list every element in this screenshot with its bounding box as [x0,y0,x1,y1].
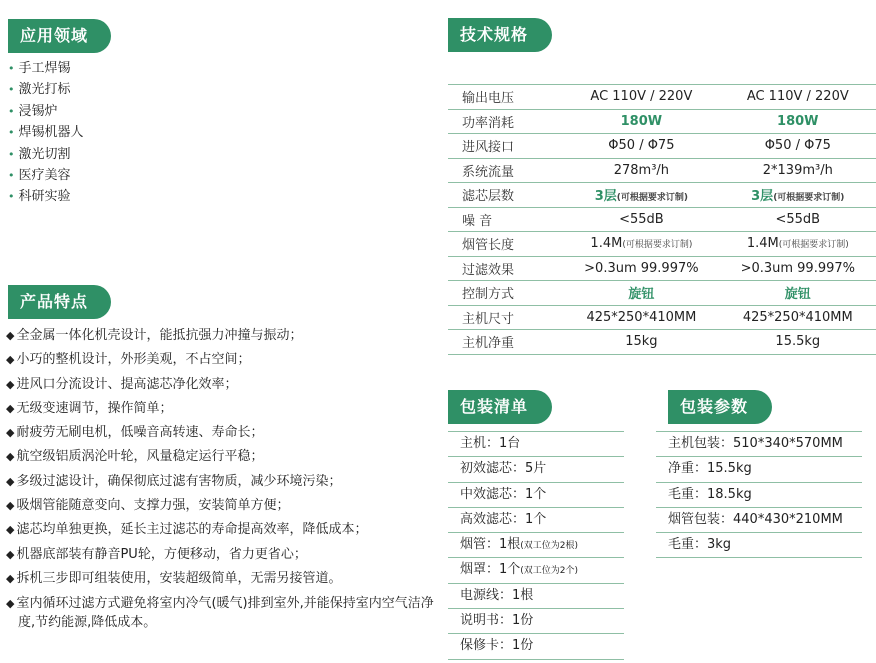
spec-value-text: 旋钮 [784,287,811,303]
spec-value-b [720,281,876,306]
feature-item [6,518,436,542]
bullet-icon: • [8,169,15,183]
feature-item [6,494,436,518]
spec-row [448,305,876,330]
spec-value-text: 15.5kg [775,334,821,350]
diamond-bullet-icon: ◆ [6,474,15,488]
spec-value-text: 3层 [751,189,774,205]
bullet-icon: • [8,104,15,118]
spec-table [448,84,876,355]
diamond-bullet-icon: ◆ [6,597,15,611]
spec-label: 噪 音 [448,207,563,232]
packing-list [448,431,624,660]
packing-item [448,508,624,533]
spec-value-text: AC 110V / 220V [746,89,849,105]
spec-value-text: >0.3um 99.997% [584,260,699,276]
spec-value-text: Φ50 / Φ75 [608,138,675,154]
packing-item [448,533,624,558]
packing-item [448,431,624,457]
packing-text: 高效滤芯：1个 [460,511,547,527]
spec-row [448,330,876,355]
package-param-item: 毛重：18.5kg [656,483,862,508]
spec-row [448,183,876,208]
section-title-specs: 技术规格 [448,18,552,52]
section-title-package-params: 包装参数 [668,390,772,424]
spec-note: (可根据要求订制) [778,240,849,251]
spec-value-b [720,232,876,257]
bullet-icon: • [8,62,15,75]
spec-value-text: 180W [620,113,663,129]
feature-text: 吸烟管能随意变向、支撑力强，安装简单方便； [16,498,290,514]
feature-item [6,470,436,494]
diamond-bullet-icon: ◆ [6,523,15,537]
spec-value-a [563,256,719,281]
spec-label: 烟管长度 [448,232,563,257]
packing-text: 保修卡：1份 [460,638,534,654]
application-item [8,165,84,186]
section-title-features: 产品特点 [8,285,111,319]
spec-label: 控制方式 [448,281,563,306]
feature-text: 拆机三步即可组装使用，安装超级简单，无需另接管道。 [16,570,342,586]
application-label: 浸锡炉 [18,103,58,119]
spec-value-a [563,305,719,330]
application-label: 激光切割 [18,146,71,162]
spec-row [448,281,876,306]
spec-value-a [563,281,719,306]
application-item [8,101,84,122]
bullet-icon: • [8,190,15,204]
application-item [8,144,84,165]
spec-value-b [720,85,876,110]
spec-value-text: 425*250*410MM [586,309,697,325]
application-label: 手工焊锡 [18,61,71,76]
application-item [8,79,84,100]
spec-value-a [563,207,719,232]
spec-value-text: 1.4M [590,236,623,252]
spec-label: 功率消耗 [448,109,563,134]
feature-item [6,567,436,591]
spec-value-text: >0.3um 99.997% [740,260,856,276]
feature-text: 机器底部装有静音PU轮，方便移动，省力更省心； [16,546,307,562]
diamond-bullet-icon: ◆ [6,499,15,513]
spec-value-text: 1.4M [746,236,779,252]
spec-label: 进风接口 [448,134,563,159]
spec-note: (可根据要求订制) [616,193,689,204]
spec-label: 过滤效果 [448,256,563,281]
packing-item [448,609,624,634]
spec-value-a [563,232,719,257]
packing-item [448,558,624,583]
spec-value-b [720,109,876,134]
bullet-icon: • [8,83,15,97]
diamond-bullet-icon: ◆ [6,377,15,391]
feature-text: 航空级铝质涡沦叶轮，风量稳定运行平稳； [16,449,264,465]
packing-item [448,584,624,609]
diamond-bullet-icon: ◆ [6,426,15,440]
feature-item [6,594,436,632]
feature-item [6,373,436,397]
package-params-list [656,431,862,558]
spec-value-text: 278m³/h [613,162,670,178]
spec-value-text: 旋钮 [628,287,655,303]
bullet-icon: • [8,147,15,161]
spec-label: 系统流量 [448,158,563,183]
feature-item [6,421,436,445]
feature-item [6,324,436,348]
application-label: 焊锡机器人 [18,125,84,141]
spec-value-b [720,305,876,330]
spec-value-text: 15kg [625,334,658,350]
diamond-bullet-icon: ◆ [6,450,15,464]
spec-value-text: 425*250*410MM [742,309,853,325]
spec-value-text: Φ50 / Φ75 [764,138,831,154]
spec-value-b [720,158,876,183]
spec-value-text: AC 110V / 220V [590,89,693,105]
packing-text: 说明书：1份 [460,613,534,629]
application-label: 医疗美容 [18,168,71,184]
spec-value-b [720,330,876,355]
spec-value-text: 2*139m³/h [762,162,833,178]
package-param-item: 毛重：3kg [656,533,862,558]
package-param-item: 净重：15.5kg [656,457,862,482]
packing-text: 初效滤芯：5片 [460,461,547,477]
spec-row [448,85,876,110]
spec-row [448,207,876,232]
feature-item [6,543,436,567]
feature-item [6,397,436,421]
spec-value-b [720,183,876,208]
feature-text: 耐疲劳无刷电机，低噪音高转速、寿命长； [16,425,264,441]
packing-text: 中效滤芯：1个 [460,486,547,502]
spec-value-text: 180W [777,113,819,129]
application-item [8,122,84,143]
application-label: 科研实验 [18,189,71,205]
package-param-item: 主机包装：510*340*570MM [656,431,862,457]
application-item [8,58,84,79]
spec-value-text: <55dB [775,211,821,227]
packing-text: 电源线：1根 [460,587,534,603]
diamond-bullet-icon: ◆ [6,329,15,342]
spec-note: (可根据要求订制) [622,240,693,251]
packing-text: 烟管：1根 [460,537,521,553]
spec-row [448,134,876,159]
packing-text: 主机：1台 [460,436,521,451]
diamond-bullet-icon: ◆ [6,401,15,415]
spec-value-a [563,85,719,110]
package-param-item: 烟管包装：440*430*210MM [656,508,862,533]
spec-value-text: 3层 [594,189,617,205]
bullet-icon: • [8,126,15,140]
packing-item [448,457,624,482]
spec-value-b [720,207,876,232]
application-label: 激光打标 [18,82,71,98]
diamond-bullet-icon: ◆ [6,547,15,561]
spec-value-a [563,183,719,208]
spec-label: 输出电压 [448,85,563,110]
feature-list [6,324,436,632]
feature-text: 多级过滤设计，确保彻底过滤有害物质，减少环境污染； [16,473,342,489]
packing-text: 烟罩：1个 [460,562,521,578]
feature-item [6,445,436,469]
spec-value-b [720,256,876,281]
spec-label: 主机净重 [448,330,563,355]
spec-row [448,158,876,183]
section-title-packing: 包装清单 [448,390,552,424]
spec-value-a [563,330,719,355]
spec-value-a [563,158,719,183]
packing-note: (双工位为2个) [520,566,579,577]
feature-text: 小巧的整机设计，外形美观，不占空间； [16,352,251,368]
application-list [8,58,84,208]
spec-note: (可根据要求订制) [773,193,845,204]
spec-label: 滤芯层数 [448,183,563,208]
feature-item [6,348,436,372]
diamond-bullet-icon: ◆ [6,571,15,585]
spec-row [448,256,876,281]
spec-value-a [563,109,719,134]
spec-value-text: <55dB [619,211,664,227]
feature-text: 进风口分流设计、提高滤芯净化效率； [16,376,238,392]
spec-value-a [563,134,719,159]
feature-text: 室内循环过滤方式避免将室内冷气(暖气)排到室外,并能保持室内空气洁净度,节约能源,降低成本。 [16,596,434,631]
feature-text: 无级变速调节，操作简单； [16,400,173,416]
spec-value-b [720,134,876,159]
application-item [8,186,84,207]
spec-row [448,232,876,257]
section-title-application: 应用领域 [8,19,111,53]
packing-note: (双工位为2根) [520,541,579,552]
feature-text: 全金属一体化机壳设计，能抵抗强力冲撞与振动； [16,328,303,343]
spec-row [448,109,876,134]
packing-item [448,483,624,508]
diamond-bullet-icon: ◆ [6,353,15,367]
feature-text: 滤芯均单独更换，延长主过滤芯的寿命提高效率，降低成本； [16,522,368,538]
spec-label: 主机尺寸 [448,305,563,330]
packing-item [448,634,624,659]
